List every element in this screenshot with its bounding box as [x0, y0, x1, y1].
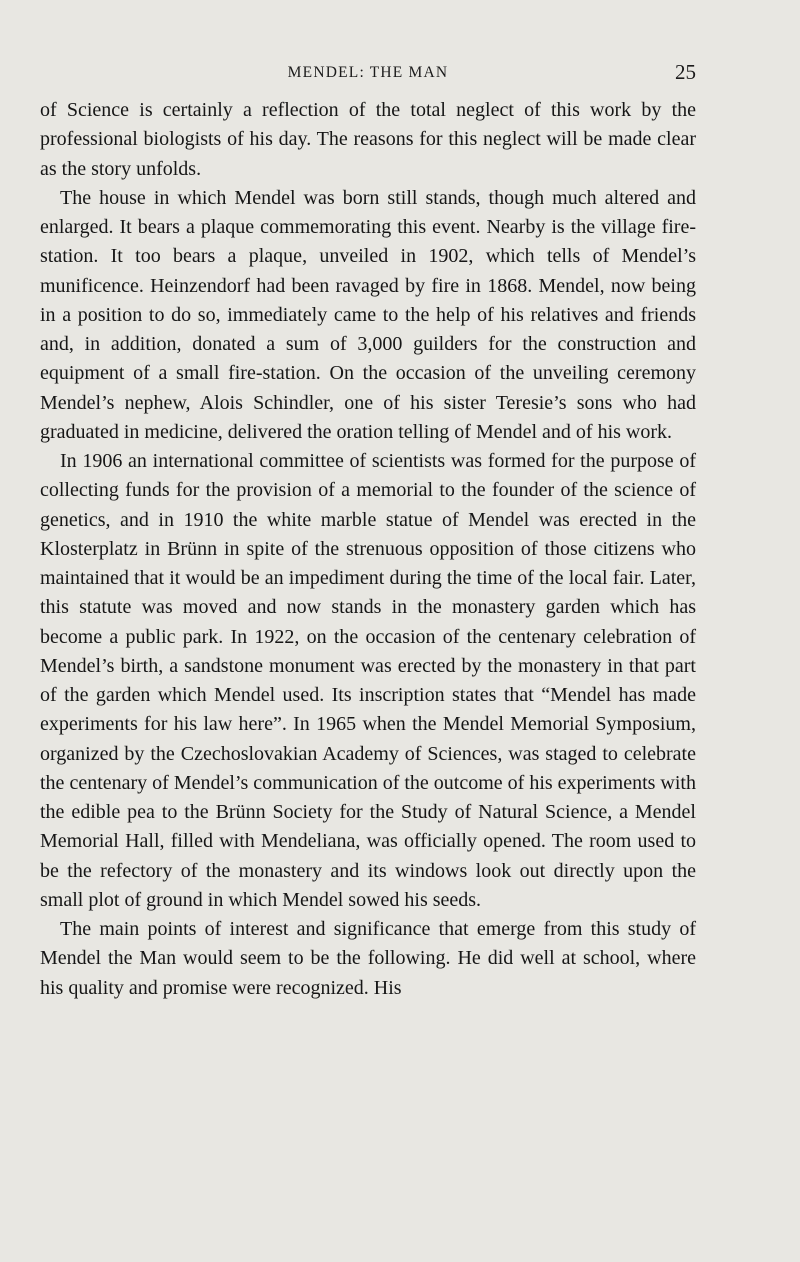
running-head: MENDEL: THE MAN: [287, 64, 449, 81]
paragraph-continuation: of Science is certainly a reflection of the total neglect of this work by the professional biologists of his day. The reasons for this neglect will be made clear as the story unfolds.: [40, 99, 696, 180]
page-header: [40, 60, 696, 92]
paragraph-birthplace: The house in which Mendel was born still stands, though much altered and enlarged. It bears a plaque commemorating this event. Nearby is the village fire-station. It too bears a plaque, unveiled in 1902, which tells of Mendel’s munificence. Heinzendorf had been ravaged by fire in 1868. Mendel, now being in a position to do so, immediately came to the help of his relatives and friends and, in addition, donated a sum of 3,000 guilders for the construction and equipment of a small fire-station. On the occasion of the unveiling ceremony Mendel’s nephew, Alois Schindler, one of his sister Teresie’s sons who had graduated in medicine, delivered the oration telling of Mendel and of his work.: [40, 186, 696, 443]
paragraph-memorials: In 1906 an international committee of scientists was formed for the purpose of collecting funds for the provision of a memorial to the founder of the science of genetics, and in 1910 the white marble statue of Mendel was erected in the Klosterplatz in Brünn in spite of the strenuous opposition of those citizens who maintained that it would be an impediment during the time of the local fair. Later, this statute was moved and now stands in the monastery garden which has become a public park. In 1922, on the occasion of the centenary celebration of Mendel’s birth, a sandstone monument was erected by the monastery in that part of the garden which Mendel used. Its inscription states that “Mendel has made experiments for his law here”. In 1965 when the Mendel Memorial Symposium, organized by the Czechoslovakian Academy of Sciences, was staged to celebrate the centenary of Mendel’s communication of the outcome of his experiments with the edible pea to the Brünn Society for the Study of Natural Science, a Mendel Memorial Hall, filled with Mendeliana, was officially opened. The room used to be the refectory of the monastery and its windows look out directly upon the small plot of ground in which Mendel sowed his seeds.: [40, 450, 696, 911]
body-text: [40, 96, 696, 1003]
paragraph-summary: The main points of interest and significance that emerge from this study of Mendel the Man would seem to be the following. He did well at school, where his quality and promise were recognized. His: [40, 918, 696, 999]
page-number: 25: [675, 60, 696, 84]
